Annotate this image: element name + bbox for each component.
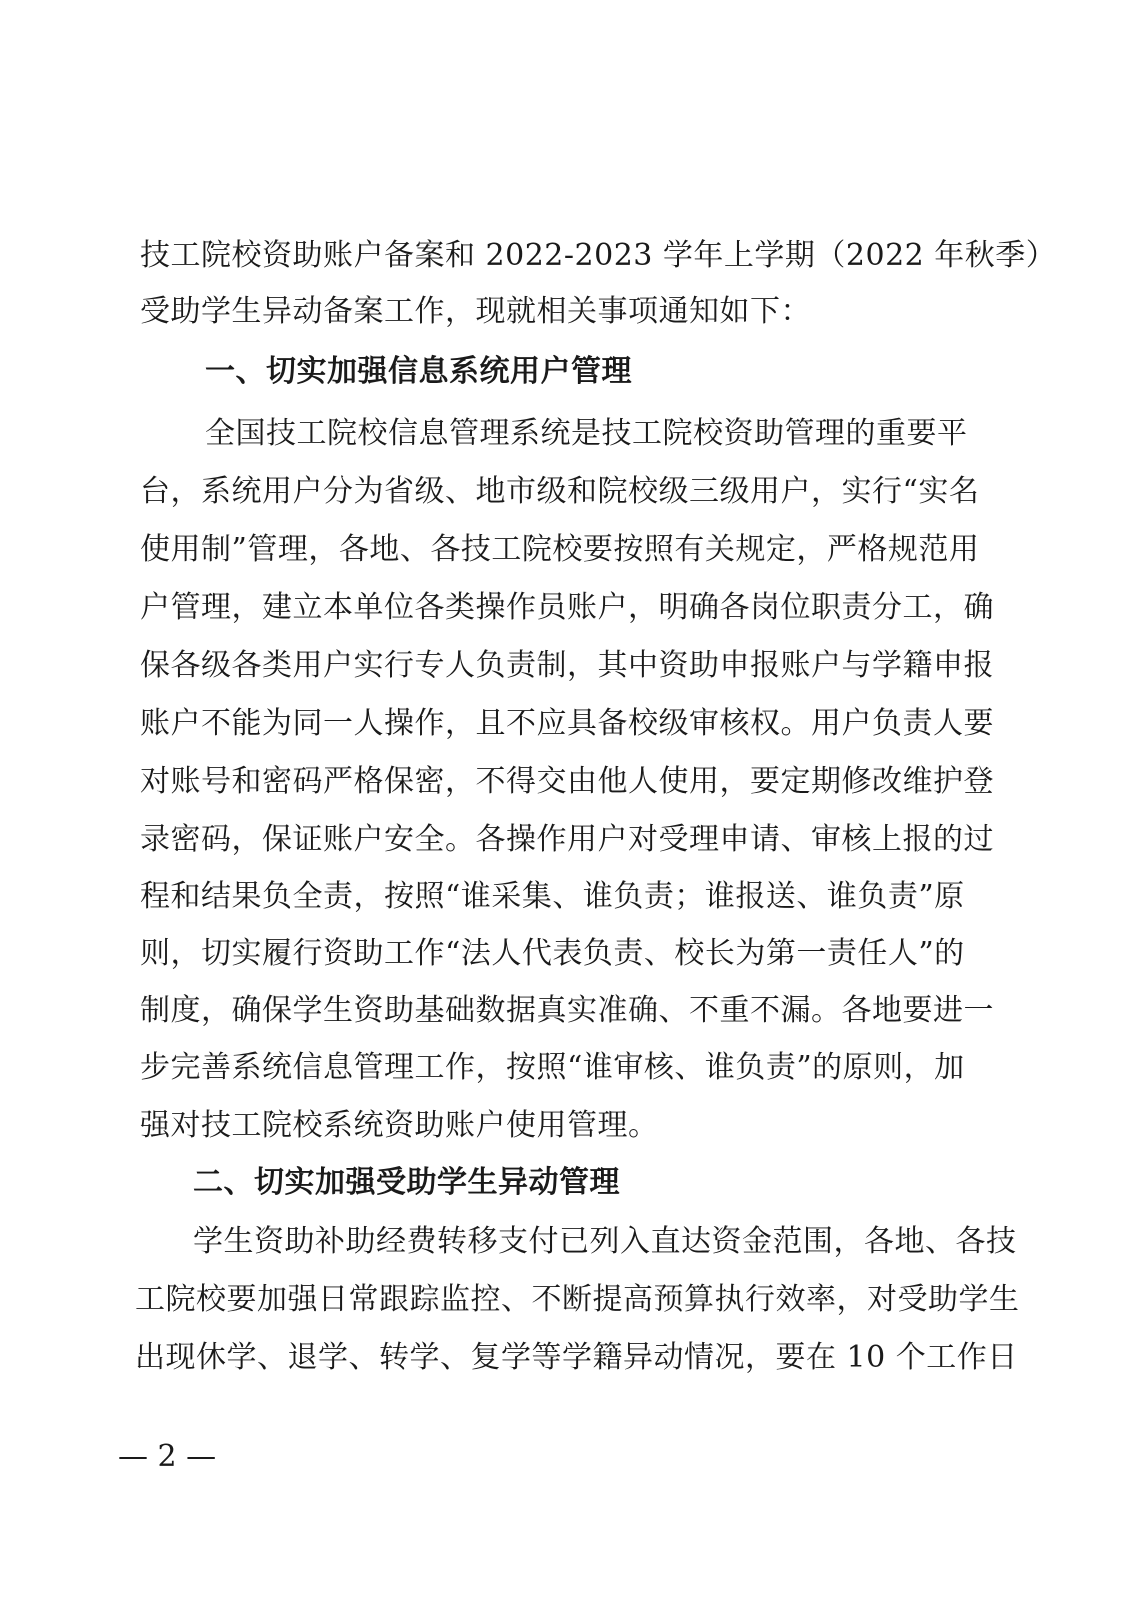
text-line: 程和结果负全责，按照“谁采集、谁负责；谁报送、谁负责”原 (140, 879, 965, 914)
text-line: 则，切实履行资助工作“法人代表负责、校长为第一责任人”的 (140, 936, 965, 971)
text-line: 账户不能为同一人操作，且不应具备校级审核权。用户负责人要 (140, 706, 994, 741)
text-line: 对账号和密码严格保密，不得交由他人使用，要定期修改维护登 (140, 764, 994, 799)
text-line: 保各级各类用户实行专人负责制，其中资助申报账户与学籍申报 (140, 648, 994, 683)
text-line: 受助学生异动备案工作，现就相关事项通知如下： (140, 294, 811, 329)
text-line: 技工院校资助账户备案和 2022-2023 学年上学期（2022 年秋季） (140, 238, 1057, 273)
text-line: 录密码，保证账户安全。各操作用户对受理申请、审核上报的过 (140, 822, 994, 857)
text-line: 全国技工院校信息管理系统是技工院校资助管理的重要平 (205, 416, 968, 451)
text-line: 台，系统用户分为省级、地市级和院校级三级用户，实行“实名 (140, 474, 980, 509)
text-line: 使用制”管理，各地、各技工院校要按照有关规定，严格规范用 (140, 532, 980, 567)
text-line: 强对技工院校系统资助账户使用管理。 (140, 1108, 659, 1143)
section-heading-1: 一、切实加强信息系统用户管理 (205, 354, 632, 389)
text-line: 出现休学、退学、转学、复学等学籍异动情况，要在 10 个工作日 (135, 1340, 1018, 1375)
text-line: 工院校要加强日常跟踪监控、不断提高预算执行效率，对受助学生 (135, 1282, 1020, 1317)
text-line: 步完善系统信息管理工作，按照“谁审核、谁负责”的原则，加 (140, 1050, 965, 1085)
text-line: 学生资助补助经费转移支付已列入直达资金范围，各地、各技 (193, 1224, 1017, 1259)
text-line: 制度，确保学生资助基础数据真实准确、不重不漏。各地要进一 (140, 993, 994, 1028)
section-heading-2: 二、切实加强受助学生异动管理 (193, 1165, 620, 1200)
text-line: 户管理，建立本单位各类操作员账户，明确各岗位职责分工，确 (140, 590, 994, 625)
page-number: — 2 — (118, 1439, 217, 1474)
